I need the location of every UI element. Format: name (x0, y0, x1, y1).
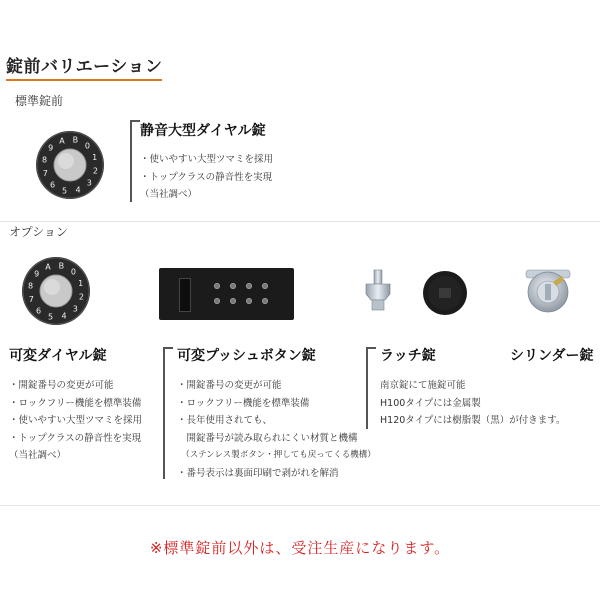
dial-character: 7 (28, 295, 34, 305)
keypad-button (246, 283, 252, 289)
keypad-button (214, 298, 220, 304)
dial-character: 5 (62, 186, 68, 196)
latch-lock-heading: ラッチ錠 (380, 348, 436, 364)
section-divider (0, 505, 600, 506)
dial-character: 9 (34, 269, 40, 279)
dial-character: 6 (50, 180, 56, 190)
heading-bracket (366, 347, 376, 429)
variable-dial-lock-image (20, 255, 92, 327)
keypad-button (262, 283, 268, 289)
keypad-button (230, 283, 236, 289)
dial-character: 1 (78, 278, 84, 288)
feature-item: ・トップクラスの静音性を実現 (140, 171, 273, 183)
heading-bracket (163, 347, 173, 479)
dial-character: 9 (48, 143, 54, 153)
variable-dial-lock-features (9, 377, 142, 465)
latch-lock-features (380, 377, 566, 430)
dial-character: 8 (42, 155, 48, 165)
feature-item: 南京錠にて施錠可能 (380, 380, 466, 391)
variable-dial-lock-heading: 可変ダイヤル錠 (9, 348, 107, 364)
feature-item: （ステンレス製ボタン・押しても戻ってくる機構） (177, 450, 376, 460)
dial-character: B (58, 261, 65, 271)
cylinder-lock-heading: シリンダー錠 (510, 348, 594, 364)
dial-knob-highlight (58, 153, 74, 169)
dial-character: 1 (92, 152, 98, 162)
dial-character: 5 (48, 312, 54, 322)
dial-character: 8 (28, 281, 34, 291)
latch-cap-black-image (420, 268, 470, 318)
dial-character: A (59, 136, 65, 146)
keypad-button (262, 298, 268, 304)
feature-item: ・ロックフリー機能を標準装備 (177, 397, 310, 409)
dial-character: 3 (72, 304, 78, 314)
section-divider (0, 221, 600, 222)
standard-lock-heading: 静音大型ダイヤル錠 (140, 123, 266, 139)
feature-item: ・開錠番号の変更が可能 (9, 380, 114, 391)
standard-dial-lock-image (34, 129, 106, 201)
push-button-lock-image (159, 268, 294, 320)
dial-character: B (72, 135, 79, 145)
dial-character: 3 (86, 178, 92, 188)
latch-bolt-image (360, 268, 396, 312)
page-title: 錠前バリエーション (6, 52, 162, 81)
dial-character: 0 (70, 267, 76, 277)
feature-item: ・ロックフリー機能を標準装備 (9, 397, 142, 409)
feature-item: ・トップクラスの静音性を実現 (9, 432, 142, 444)
feature-item: （当社調べ） (9, 450, 67, 461)
dial-character: A (45, 262, 51, 272)
feature-item: H120タイプには樹脂製（黒）が付きます。 (380, 415, 566, 426)
dial-character: 2 (78, 292, 84, 302)
keypad-button (214, 283, 220, 289)
feature-item: ・使いやすい大型ツマミを採用 (9, 415, 143, 426)
dial-character: 4 (61, 311, 67, 321)
feature-item: ・開錠番号の変更が可能 (177, 380, 282, 391)
push-button-lock-heading: 可変プッシュボタン錠 (177, 348, 316, 364)
dial-character: 0 (84, 141, 90, 151)
feature-item: ・番号表示は裏面印刷で剥がれを解消 (177, 467, 339, 479)
dial-character: 7 (42, 169, 48, 179)
keypad-latch (179, 278, 191, 312)
standard-lock-features (140, 151, 273, 204)
cylinder-lock-image (522, 262, 574, 314)
section-label-standard: 標準錠前 (15, 94, 64, 108)
heading-bracket (130, 120, 140, 202)
push-button-lock-features (177, 377, 376, 482)
keypad-button (246, 298, 252, 304)
keypad-button (230, 298, 236, 304)
dial-character: 2 (92, 166, 98, 176)
dial-character: 6 (36, 306, 42, 316)
made-to-order-notice: ※標準錠前以外は、受注生産になります。 (149, 539, 451, 557)
feature-item: （当社調べ） (140, 189, 198, 200)
feature-item: H100タイプには金属製 (380, 397, 481, 409)
feature-item: ・使いやすい大型ツマミを採用 (140, 154, 274, 165)
feature-item: 開錠番号が読み取られにくい材質と機構 (177, 432, 358, 444)
dial-knob-highlight (44, 279, 60, 295)
feature-item: ・長年使用されても、 (177, 415, 273, 426)
dial-character: 4 (75, 185, 81, 195)
section-label-options: オプション (9, 225, 68, 239)
